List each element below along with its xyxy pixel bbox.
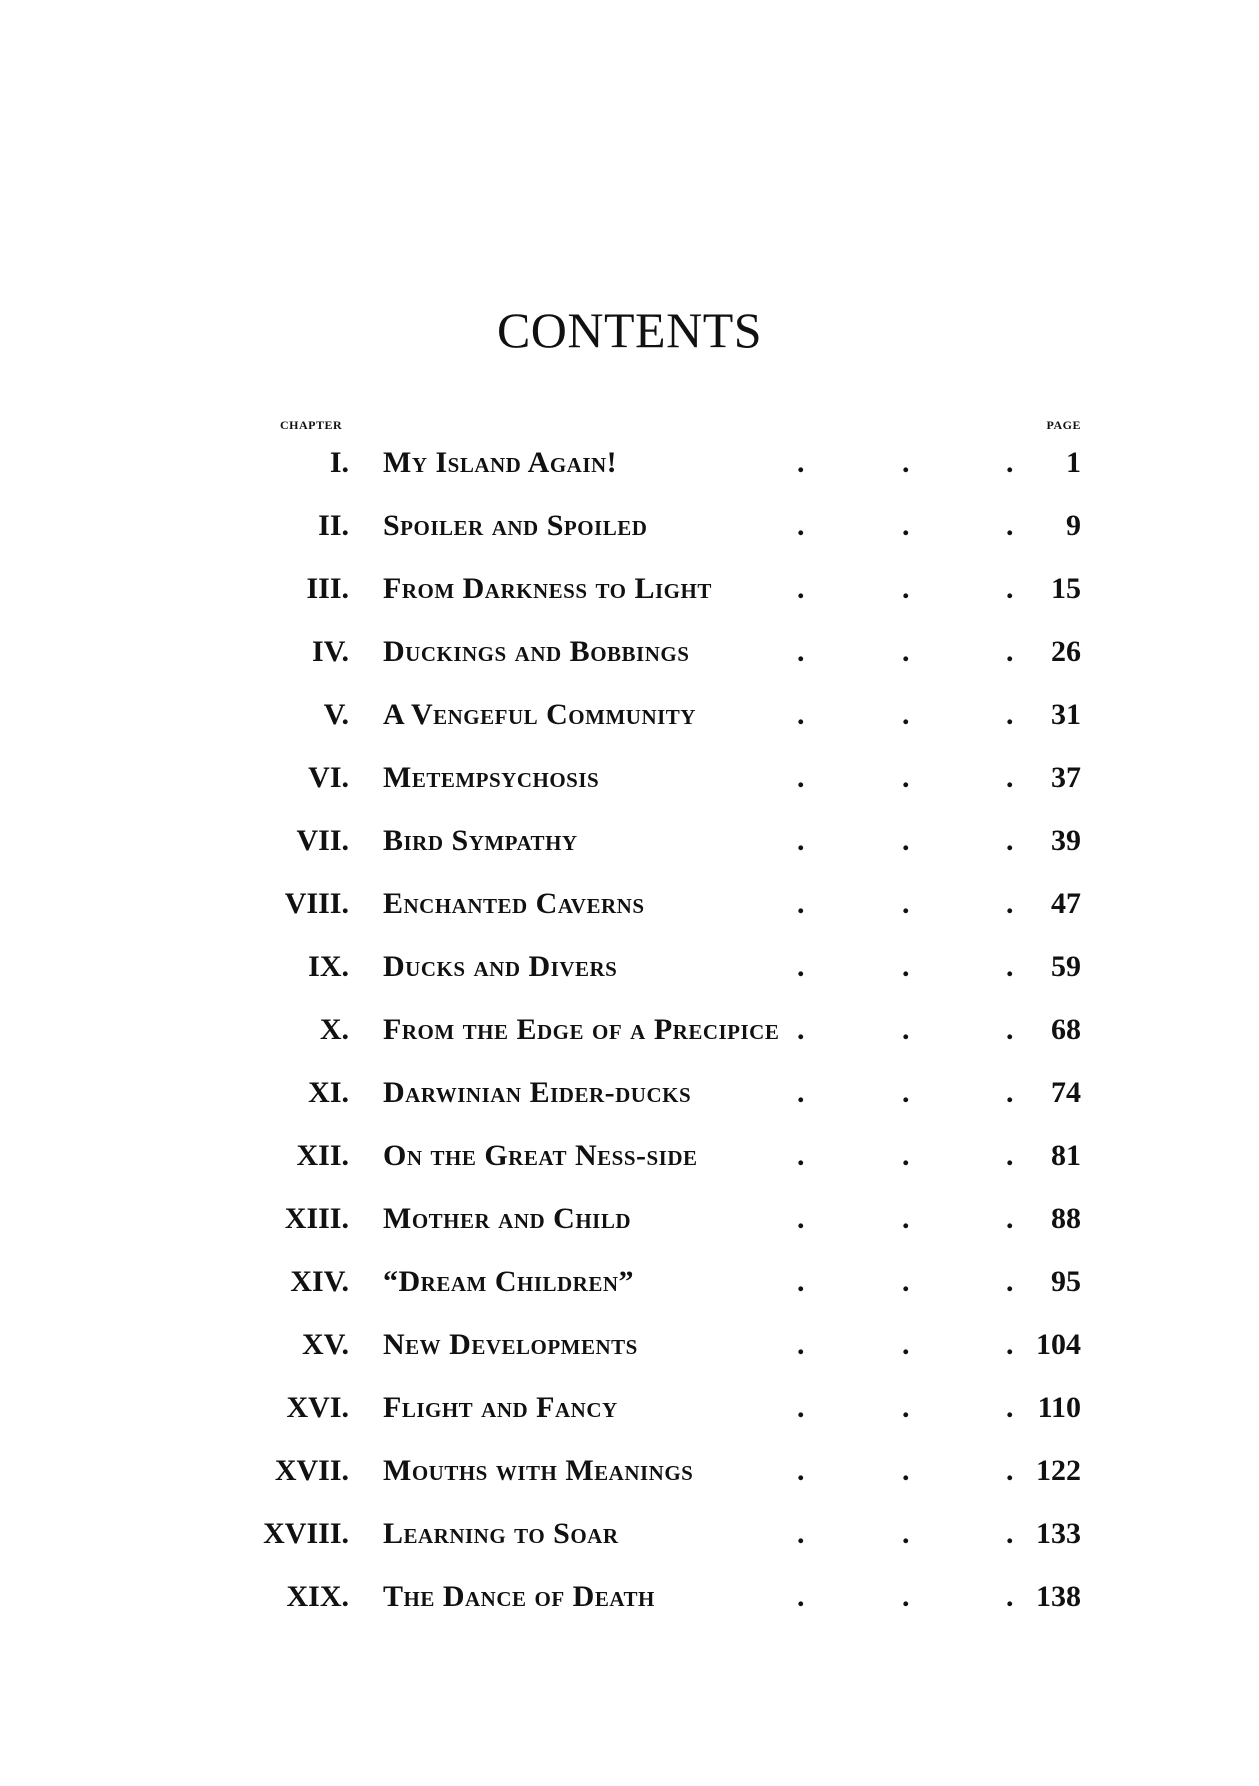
leader-dot: . — [797, 1328, 805, 1361]
leader-dot: . — [797, 950, 805, 983]
leader-dot: . — [1006, 635, 1014, 668]
page-number: 138 — [1036, 1580, 1081, 1613]
leader-dot: . — [1006, 1454, 1014, 1487]
toc-entry — [0, 879, 1259, 942]
leader-dot: . — [1006, 1265, 1014, 1298]
leader-dot: . — [797, 446, 805, 479]
chapter-number: IX. — [308, 950, 349, 983]
leader-dot: . — [902, 1454, 910, 1487]
page-number: 37 — [1051, 761, 1081, 794]
page-title: CONTENTS — [496, 302, 763, 358]
chapter-title: Metempsychosis — [383, 761, 600, 794]
leader-dot: . — [797, 698, 805, 731]
toc-entry — [0, 1509, 1259, 1572]
toc-entry — [0, 627, 1259, 690]
toc-entry — [0, 1446, 1259, 1509]
leader-dot: . — [1006, 572, 1014, 605]
leader-dot: . — [797, 635, 805, 668]
leader-dot: . — [797, 1013, 805, 1046]
chapter-number: XV. — [302, 1328, 349, 1361]
chapter-title: Learning to Soar — [383, 1517, 619, 1550]
leader-dot: . — [797, 1517, 805, 1550]
toc-entry — [0, 501, 1259, 564]
page-number: 133 — [1036, 1517, 1081, 1550]
chapter-number: XIII. — [284, 1202, 349, 1235]
page-number: 68 — [1051, 1013, 1081, 1046]
chapter-number: VI. — [308, 761, 349, 794]
leader-dot: . — [797, 761, 805, 794]
leader-dot: . — [1006, 824, 1014, 857]
leader-dot: . — [902, 635, 910, 668]
leader-dot: . — [902, 1265, 910, 1298]
chapter-number: XII. — [296, 1139, 349, 1172]
toc-entry — [0, 690, 1259, 753]
leader-dot: . — [797, 1139, 805, 1172]
page-number: 39 — [1051, 824, 1081, 857]
leader-dot: . — [902, 509, 910, 542]
page-number: 110 — [1037, 1391, 1081, 1424]
leader-dot: . — [797, 1265, 805, 1298]
leader-dot: . — [797, 1454, 805, 1487]
chapter-title: New Developments — [383, 1328, 638, 1361]
leader-dot: . — [902, 1139, 910, 1172]
leader-dot: . — [902, 1013, 910, 1046]
page-number: 9 — [1066, 509, 1081, 542]
leader-dot: . — [1006, 1328, 1014, 1361]
leader-dot: . — [797, 1580, 805, 1613]
chapter-title: Ducks and Divers — [383, 950, 618, 983]
chapter-title: On the Great Ness-side — [383, 1139, 698, 1172]
chapter-title: Mother and Child — [383, 1202, 632, 1235]
chapter-number: VIII. — [284, 887, 349, 920]
chapter-title: “Dream Children” — [383, 1265, 635, 1298]
toc-entry — [0, 564, 1259, 627]
chapter-title: Duckings and Bobbings — [383, 635, 690, 668]
leader-dot: . — [1006, 950, 1014, 983]
page-number: 122 — [1036, 1454, 1081, 1487]
page-number: 59 — [1051, 950, 1081, 983]
chapter-number: IV. — [312, 635, 349, 668]
toc-entry — [0, 1068, 1259, 1131]
leader-dot: . — [797, 509, 805, 542]
chapter-number: XIX. — [286, 1580, 349, 1613]
chapter-number: X. — [319, 1013, 349, 1046]
chapter-number: VII. — [296, 824, 349, 857]
leader-dot: . — [902, 698, 910, 731]
chapter-title: The Dance of Death — [383, 1580, 655, 1613]
leader-dot: . — [797, 824, 805, 857]
page-number: 26 — [1051, 635, 1081, 668]
page-number: 15 — [1051, 572, 1081, 605]
chapter-title: From the Edge of a Precipice — [383, 1013, 780, 1046]
page-number: 81 — [1051, 1139, 1081, 1172]
toc-entry — [0, 1320, 1259, 1383]
chapter-title: Flight and Fancy — [383, 1391, 618, 1424]
leader-dot: . — [1006, 446, 1014, 479]
leader-dot: . — [902, 1580, 910, 1613]
page-number: 104 — [1036, 1328, 1081, 1361]
page-column-label: PAGE — [1046, 418, 1081, 432]
leader-dot: . — [902, 1076, 910, 1109]
toc-entry — [0, 1194, 1259, 1257]
chapter-title: Mouths with Meanings — [383, 1454, 694, 1487]
table-of-contents — [0, 438, 1259, 1635]
leader-dot: . — [1006, 1076, 1014, 1109]
leader-dot: . — [902, 887, 910, 920]
chapter-number: XVII. — [274, 1454, 349, 1487]
chapter-title: Spoiler and Spoiled — [383, 509, 648, 542]
page-number: 31 — [1051, 698, 1081, 731]
toc-entry — [0, 1131, 1259, 1194]
chapter-title: My Island Again! — [383, 446, 618, 479]
chapter-number: I. — [329, 446, 349, 479]
leader-dot: . — [1006, 509, 1014, 542]
chapter-number: III. — [306, 572, 349, 605]
chapter-title: Darwinian Eider-ducks — [383, 1076, 692, 1109]
leader-dot: . — [1006, 1202, 1014, 1235]
toc-entry — [0, 1005, 1259, 1068]
leader-dot: . — [902, 824, 910, 857]
chapter-number: XIV. — [290, 1265, 349, 1298]
toc-entry — [0, 1383, 1259, 1446]
toc-entry — [0, 816, 1259, 879]
leader-dot: . — [902, 761, 910, 794]
page-number: 95 — [1051, 1265, 1081, 1298]
leader-dot: . — [797, 572, 805, 605]
leader-dot: . — [902, 572, 910, 605]
chapter-title: Bird Sympathy — [383, 824, 578, 857]
chapter-title: A Vengeful Community — [383, 698, 696, 731]
chapter-number: XI. — [308, 1076, 349, 1109]
leader-dot: . — [797, 1076, 805, 1109]
toc-entry — [0, 1572, 1259, 1635]
leader-dot: . — [902, 1328, 910, 1361]
chapter-column-label: CHAPTER — [280, 418, 343, 432]
leader-dot: . — [902, 1202, 910, 1235]
chapter-title: From Darkness to Light — [383, 572, 712, 605]
leader-dot: . — [1006, 1517, 1014, 1550]
leader-dot: . — [797, 1202, 805, 1235]
leader-dot: . — [797, 887, 805, 920]
chapter-number: XVI. — [286, 1391, 349, 1424]
page-number: 1 — [1066, 446, 1081, 479]
leader-dot: . — [797, 1391, 805, 1424]
leader-dot: . — [902, 1391, 910, 1424]
leader-dot: . — [1006, 1391, 1014, 1424]
toc-entry — [0, 1257, 1259, 1320]
leader-dot: . — [902, 950, 910, 983]
leader-dot: . — [1006, 761, 1014, 794]
chapter-number: II. — [318, 509, 349, 542]
chapter-number: V. — [323, 698, 349, 731]
page-number: 47 — [1051, 887, 1081, 920]
leader-dot: . — [1006, 1580, 1014, 1613]
chapter-title: Enchanted Caverns — [383, 887, 645, 920]
leader-dot: . — [902, 446, 910, 479]
toc-entry — [0, 438, 1259, 501]
toc-entry — [0, 753, 1259, 816]
page-number: 88 — [1051, 1202, 1081, 1235]
toc-entry — [0, 942, 1259, 1005]
leader-dot: . — [1006, 698, 1014, 731]
leader-dot: . — [1006, 1139, 1014, 1172]
leader-dot: . — [902, 1517, 910, 1550]
leader-dot: . — [1006, 1013, 1014, 1046]
chapter-number: XVIII. — [263, 1517, 349, 1550]
page-number: 74 — [1051, 1076, 1081, 1109]
leader-dot: . — [1006, 887, 1014, 920]
